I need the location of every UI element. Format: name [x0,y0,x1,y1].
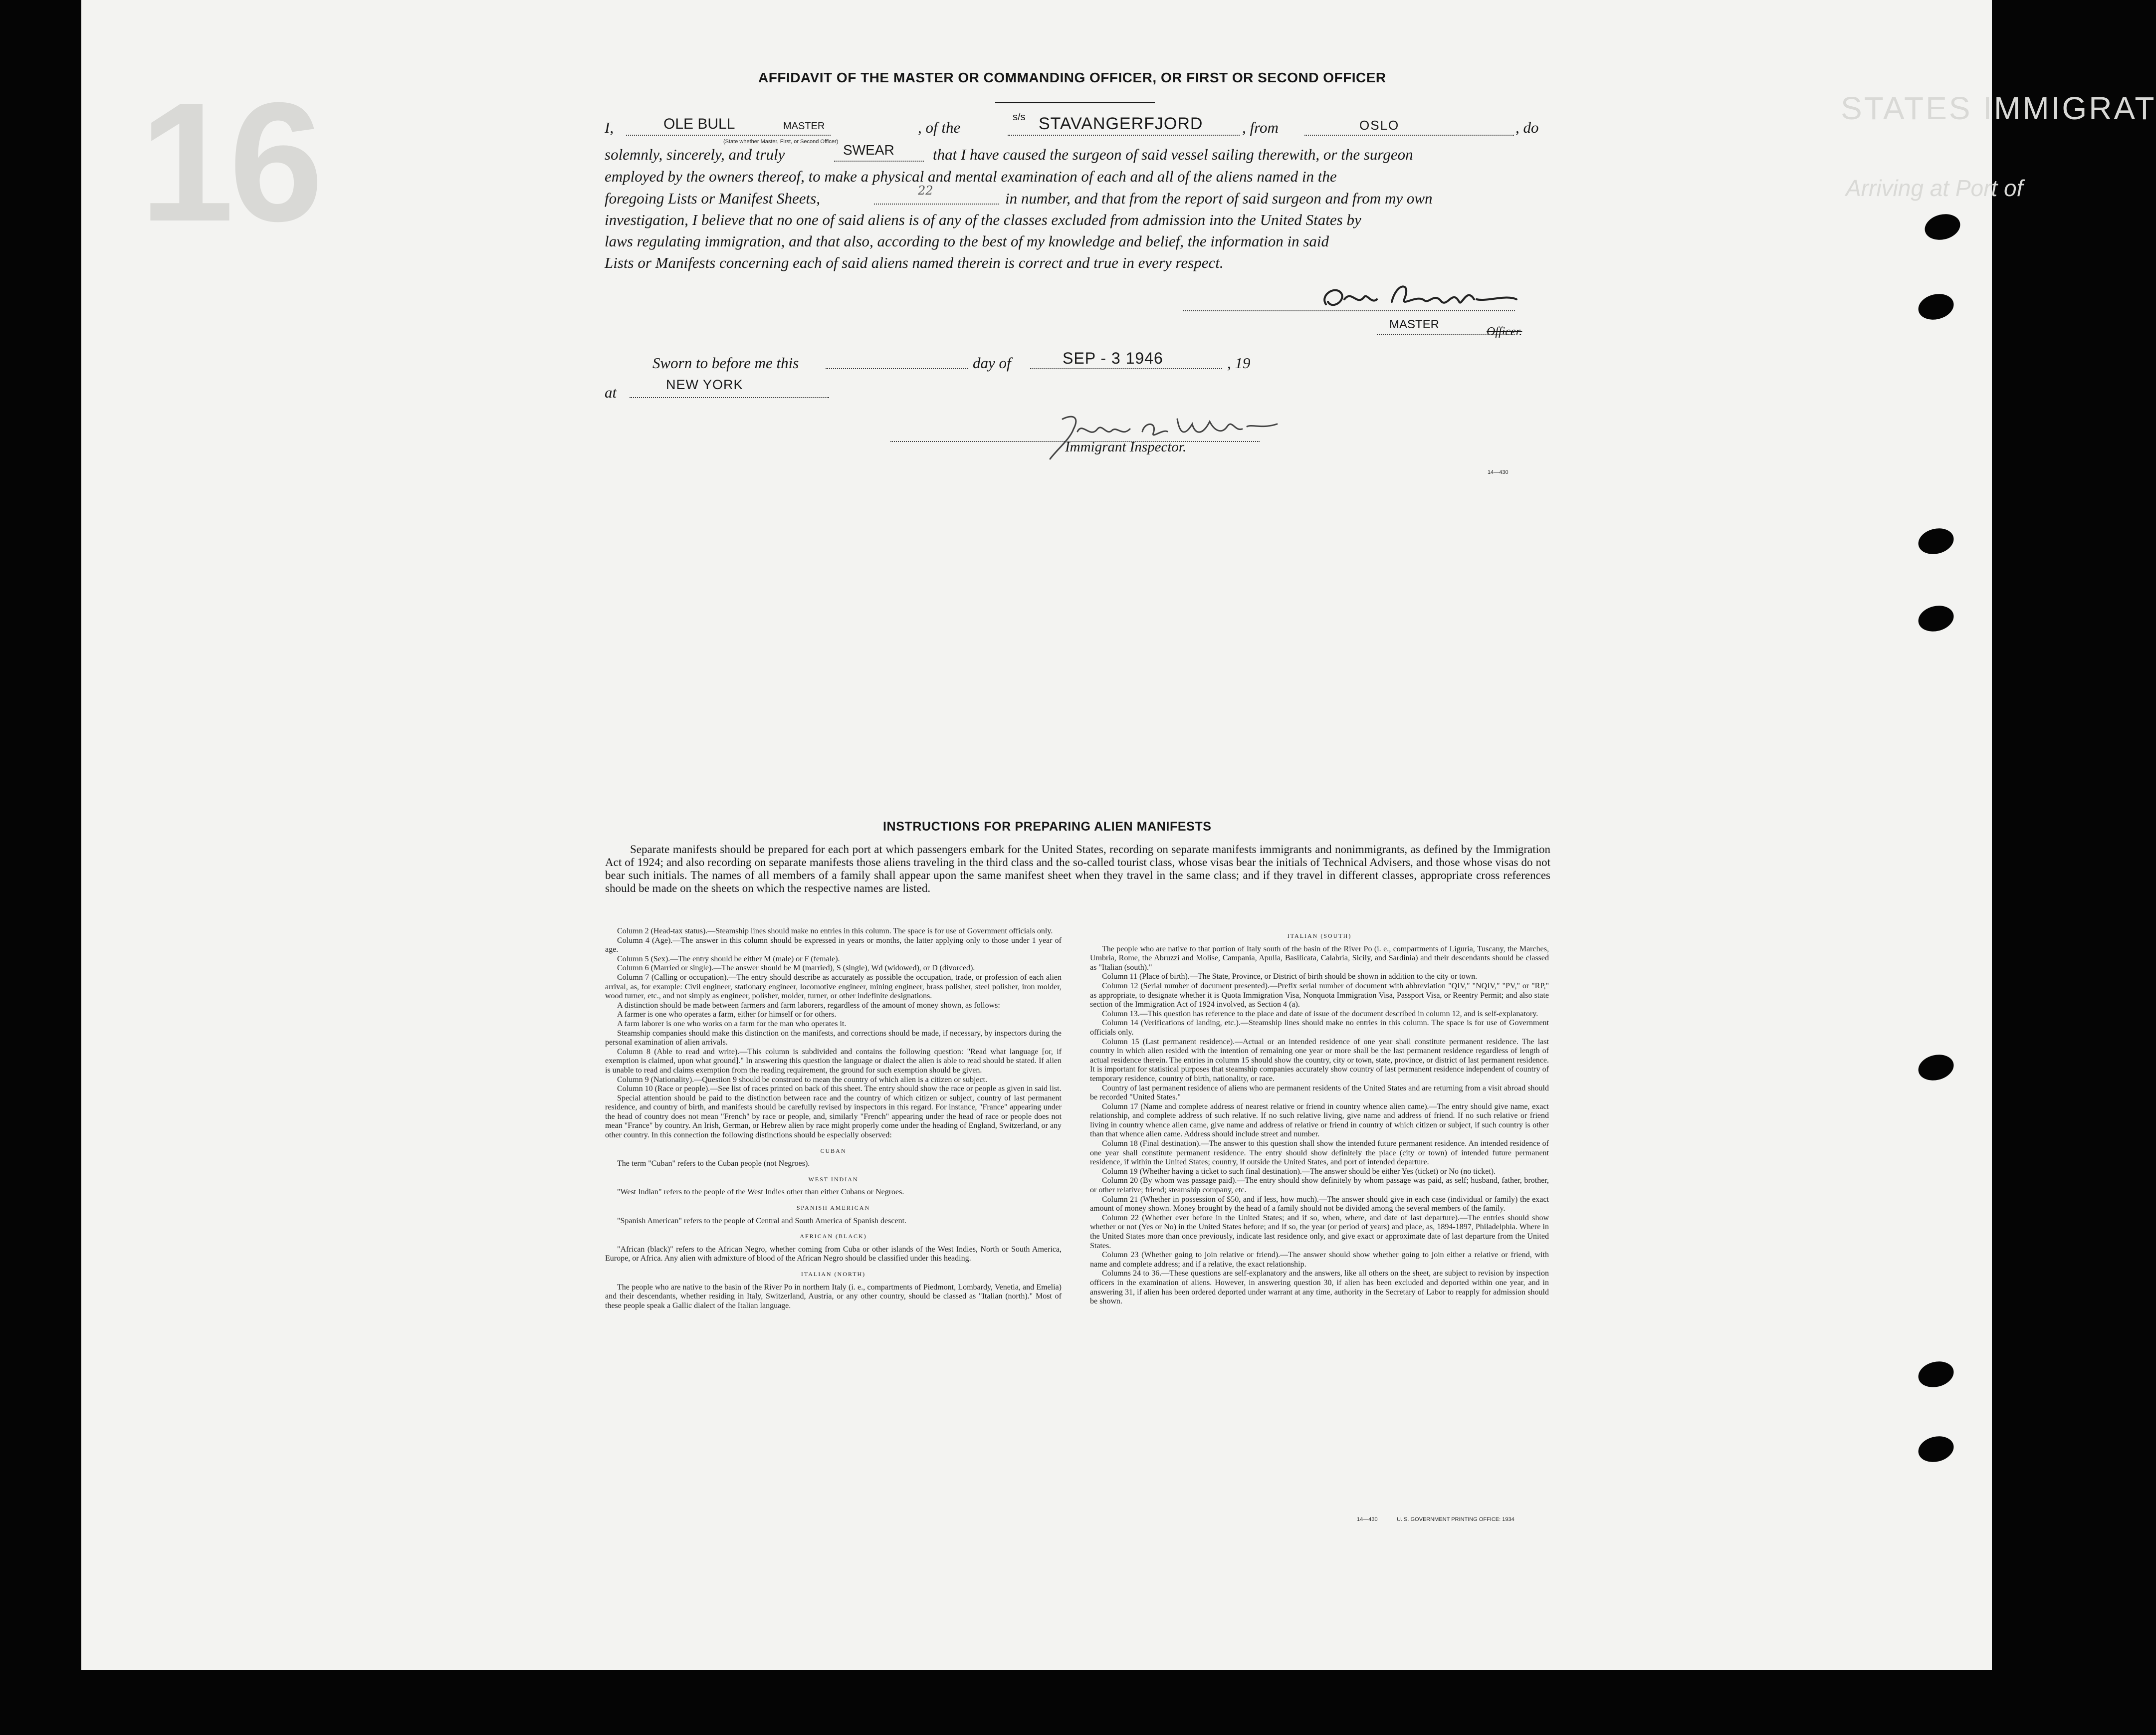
farmer-distinction: A distinction should be made between farmers and farm laborers, regardless of the amount of money shown, as follows: [617,1001,1000,1010]
instructions-right-column [1090,925,1549,1306]
instructions-left-column [605,927,1062,1310]
date-blank [1030,368,1222,369]
at-label: at [605,384,617,401]
instructions-title: INSTRUCTIONS FOR PREPARING ALIEN MANIFESTS [883,820,1212,834]
column-23-note: Column 23 (Whether going to join relative or friend).—The answer should show whether going to join either a relative or friend, with name and complete address; and if a relative, the exact relationship. [1090,1251,1549,1269]
from-label: , from [1242,119,1279,136]
instructions-intro: Separate manifests should be prepared for each port at which passengers embark for the United States, recording on separate manifests immigrants and nonimmigrants, as defined by the Immigration Act of 1924; and also recording on separate manifests those aliens traveling in the third class and the so-called tourist class, whose visas bear the initials of Technical Advisers, and those whose visas do not bear such initials. The names of all members of a family shall appear upon the same manifest sheet when they travel in the same class; and if they travel in different classes, appropriate cross references should be made on the sheets on which the respective names are listed. [605,843,1550,894]
column-4-note: Column 4 (Age).—The answer in this column should be expressed in years or months, the latter applying only to those under 1 year of age. [605,936,1062,954]
inspector-label: Immigrant Inspector. [1065,439,1187,455]
columns-24-36-note: Columns 24 to 36.—These questions are self-explanatory and the answers, like all others on the sheet, are subject to revision by inspection officers in the examination of aliens. However, in answering question 30, if alien has been excluded and deported within one year, and in answering 31, if alien has been ordered deported under warrant at any time, authority in the Secretary of Labor to reapply for admission should be shown. [1090,1269,1549,1306]
name-blank [626,135,831,136]
affidavit-line-6: laws regulating immigration, and that also, according to the best of my knowledge and belief, the information in said [605,232,1329,250]
column-22-note: Column 22 (Whether ever before in the United States; and if so, when, where, and date of last departure).—The entries should show whether or not (Yes or No) in the United States before; and if so, the year (or period of years) and place, as, 1894-1897, Philadelphia. Where in the United States more than once previously, indicate last residence only, and give exact or approximate date of last departure from the United States. [1090,1213,1549,1250]
column-15-note: Column 15 (Last permanent residence).—Actual or an intended residence of one year shall constitute permanent residence. The last country in which alien resided with the intention of remaining one year or more shall be the last permanent residence regardless of length of actual residence therein. The entries in column 15 should show the country, city or town, state, province, or district of last permanent residence. It is important for statistical purposes that steamship companies accurately show country of last permanent residence independent of country of temporary residence, country of birth, nationality, or race. [1090,1037,1549,1083]
master-signature [1317,279,1526,319]
farmer-definition: A farmer is one who operates a farm, either for himself or for others. [617,1010,837,1019]
bleed-through-number: 16 [140,67,319,257]
sworn-date-stamp: SEP - 3 1946 [1063,349,1163,367]
port-blank [1304,135,1514,136]
cuban-heading: CUBAN [820,1147,847,1154]
year-prefix: , 19 [1227,354,1251,372]
affidavit-line-1 [605,119,614,137]
master-name: OLE BULL [663,116,735,132]
footer-printer: U. S. GOVERNMENT PRINTING OFFICE: 1934 [1397,1517,1514,1522]
place-blank [630,397,829,398]
rank-hint: (State whether Master, First, or Second Officer) [723,139,839,145]
title-blank [1377,334,1511,335]
vessel-prefix: s/s [1013,112,1026,123]
affidavit-line-5: investigation, I believe that no one of said aliens is of any of the classes excluded from admission into the United States by [605,211,1361,228]
column-2-note: Column 2 (Head-tax status).—Steamship lines should make no entries in this column. The space is for use of Government officials only. [617,927,1053,935]
count-blank [874,204,999,205]
alien-count: 22 [918,184,933,198]
affidavit-title: AFFIDAVIT OF THE MASTER OR COMMANDING OFFICER, OR FIRST OR SECOND OFFICER [758,70,1386,85]
affidavit-line-7: Lists or Manifests concerning each of said aliens named therein is correct and true in every respect. [605,254,1224,271]
affidavit-prefix: I, [605,119,614,136]
column-18-note: Column 18 (Final destination).—The answer to this question shall show the intended future permanent residence. An intended residence of one year shall constitute permanent residence. The entry should show definitely the place (city or town) of intended future permanent residence, if within the United States; country, if outside the United States, and port of intended departure. [1090,1139,1549,1167]
column-5-note: Column 5 (Sex).—The entry should be either M (male) or F (female). [617,954,840,963]
do-label: , do [1515,119,1539,136]
column-19-note: Column 19 (Whether having a ticket to such final destination).—The answer should be either Yes (ticket) or No (no ticket). [1102,1167,1496,1176]
spanish-american-heading: SPANISH AMERICAN [796,1204,870,1212]
column-9-note: Column 9 (Nationality).—Question 9 should be construed to mean the country of which alien is a citizen or subject. [617,1075,988,1084]
bleed-through-subheading: Arriving at Port of [1846,175,2023,201]
day-of-label: day of [973,354,1011,372]
special-attention-note: Special attention should be paid to the distinction between race and the country of which citizen or subject, country of last permanent residence, and country of birth, and manifests should be carefully revised by inspectors in this regard. For instance, "France" appearing under the head of country does not mean "French" by race or people, and, similarly "French" appearing under the head of race or people does not mean "France" by country. An Irish, German, or Hebrew alien by race might properly come under the heading of England, Switzerland, or any other country. In this connection the following distinctions should be especially observed: [605,1093,1062,1140]
swear-stamp: SWEAR [843,142,894,158]
steamship-note: Steamship companies should make this distinction on the manifests, and corrections should be made, if necessary, by inspectors during the personal examination of alien arrivals. [605,1029,1062,1047]
cuban-definition: The term "Cuban" refers to the Cuban people (not Negroes). [617,1159,810,1168]
column-10-note: Column 10 (Race or people).—See list of races printed on back of this sheet. The entry should show the race or people as given in said list. [617,1084,1062,1093]
officer-label: Officer. [1487,325,1522,338]
west-indian-heading: WEST INDIAN [808,1175,859,1183]
master-rank: MASTER [783,121,825,132]
affidavit-line-2a: solemnly, sincerely, and truly [605,146,785,163]
column-13-note: Column 13.—This question has reference to the place and date of issue of the document described in column 12, and is self-explanatory. [1102,1009,1538,1018]
of-the-label: , of the [918,119,961,136]
vessel-blank [1008,135,1240,136]
farm-laborer-definition: A farm laborer is one who works on a farm for the man who operates it. [617,1019,847,1028]
spanish-american-definition: "Spanish American" refers to the people of Central and South America of Spanish descent. [617,1216,907,1225]
footer-form-number: 14—430 [1357,1517,1378,1522]
italian-north-definition: The people who are native to the basin of the River Po in northern Italy (i. e., compartments of Piedmont, Lombardy, Venetia, and Emelia) and their descendants, whether residing in Italy, Switzerland, Austria, or any other country, should be classed as "Italian (north)." Most of these people speak a Gallic dialect of the Italian language. [605,1283,1062,1310]
departure-port: OSLO [1359,118,1400,133]
affidavit-line-3: employed by the owners thereof, to make a physical and mental examination of each and all of the aliens named in the [605,168,1337,185]
column-20-note: Column 20 (By whom was passage paid).—The entry should show definitely by whom passage was paid, as self; husband, father, brother, or other relative; friend; steamship company, etc. [1090,1176,1549,1195]
column-6-note: Column 6 (Married or single).—The answer should be M (married), S (single), Wd (widowed), or D (divorced). [617,964,975,973]
african-heading: AFRICAN (BLACK) [800,1233,867,1240]
italian-south-definition: The people who are native to that portion of Italy south of the basin of the River Po (i. e., compartments of Liguria, Tuscany, the Marches, Umbria, Rome, the Abruzzi and Molise, Campania, Apulia, Basilicata, Calabria, Sicily, and Sardinia) and their descendants should be classed as "Italian (south)." [1090,944,1549,972]
affidavit-line-2b: that I have caused the surgeon of said vessel sailing therewith, or the surgeon [933,146,1413,163]
vessel-name: STAVANGERFJORD [1039,114,1203,133]
column-17-note: Column 17 (Name and complete address of nearest relative or friend in country whence alien came).—The entry should give name, exact relationship, and complete address of such relative. If no such relative living, give name and address of friend. If no such relative or friend living in country whence alien came, give name and address of relative or friend in country of which citizen or subject, if such country is other than that whence alien came. Address should include street and number. [1090,1102,1549,1139]
column-21-note: Column 21 (Whether in possession of $50, and if less, how much).—The answer should give in each case (individual or family) the exact amount of money shown. Money brought by the head of a family should not be divided among the several members of the family. [1090,1195,1549,1213]
form-number-top: 14—430 [1488,469,1509,475]
country-last-residence-note: Country of last permanent residence of aliens who are permanent residents of the United States and are returning from a visit abroad should be recorded "United States." [1090,1084,1549,1102]
signer-title: MASTER [1389,318,1440,331]
west-indian-definition: "West Indian" refers to the people of the West Indies other than either Cubans or Negroes. [617,1188,904,1197]
column-14-note: Column 14 (Verifications of landing, etc.).—Steamship lines should make no entries in this column. The space is for use of Government officials only. [1090,1019,1549,1037]
manifest-paper [81,0,1992,1670]
african-definition: "African (black)" refers to the African Negro, whether coming from Cuba or other islands of the West Indies, North or South America, Europe, or Africa. Any alien with admixture of blood of the African Negro should be classified under this heading. [605,1245,1062,1263]
bleed-through-heading: STATES IMMIGRAT [1841,90,2156,126]
sworn-place: NEW YORK [666,377,743,392]
column-7-note: Column 7 (Calling or occupation).—The entry should describe as accurately as possible the occupation, trade, or profession of each alien arrival, as, for example: Civil engineer, stationary engineer, locomotive engineer, mining engineer, brass polisher, steel polisher, iron molder, wood turner, etc., and not simply as engineer, polisher, molder, turner, or other indefinite designations. [605,973,1062,1001]
swear-blank [834,161,924,162]
italian-south-heading: ITALIAN (SOUTH) [1287,932,1352,939]
affidavit-line-4b: in number, and that from the report of said surgeon and from my own [1005,190,1433,207]
affidavit-line-4a: foregoing Lists or Manifest Sheets, [605,190,820,207]
title-rule [995,102,1155,103]
italian-north-heading: ITALIAN (NORTH) [801,1271,866,1278]
column-8-note: Column 8 (Able to read and write).—This column is subdivided and contains the following question: "Read what language [or, if exemption is claimed, upon what ground]." In answering this question the language or dialect the alien is able to read should be stated. If alien is unable to read and claims exemption from the reading requirement, the ground for such exemption should be given. [605,1047,1062,1075]
sworn-day-blank [826,368,968,369]
column-11-note: Column 11 (Place of birth).—The State, Province, or District of birth should be shown in addition to the city or town. [1102,972,1478,981]
sworn-text: Sworn to before me this [652,354,799,372]
column-12-note: Column 12 (Serial number of document presented).—Prefix serial number of document with abbreviation "QIV," "NQIV," "PV," or "RP," as appropriate, to designate whether it is Quota Immigration Visa, Nonquota Immigration Visa, Passport Visa, or Reentry Permit; and also state section of the Immigration Act of 1924 involved, as Section 4 (a). [1090,981,1549,1009]
